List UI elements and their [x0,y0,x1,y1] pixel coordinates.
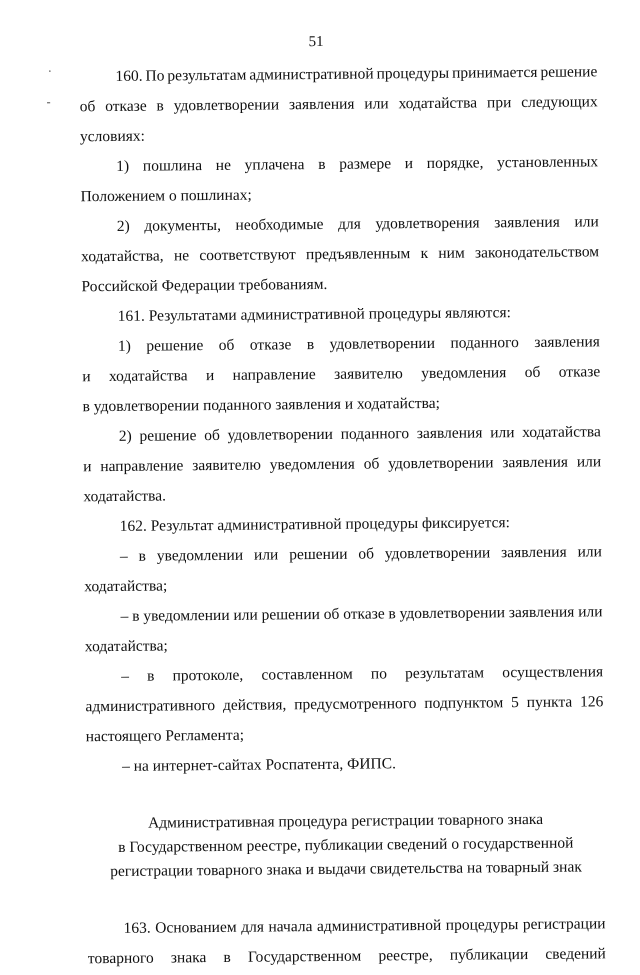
text-line: Российской Федерации требованиям. [81,275,328,296]
spacer [87,879,605,914]
document-body [79,57,606,974]
text-line: и ходатайства и направление заявителю уведомления об отказе [82,363,601,386]
text-line: – на интернет-сайтах Роспатента, ФИПС. [121,755,397,775]
heading-line: регистрации товарного знака и выдачи свидетельства на товарный знак [110,858,582,881]
section-heading [86,807,605,884]
text-line: 162. Результат административной процедуры фиксируется: [119,514,510,535]
text-line: 1) решение об отказе в удовлетворении поданного заявления [117,333,600,355]
text-line: 160. По результатам административной процедуры принимается решение [115,63,598,85]
text-line: – в протоколе, составленном по результатам осуществления [121,663,604,685]
closing-text [87,909,606,974]
text-line: 161. Результатами административной процедуры являются: [117,304,511,325]
text-line: об отказе в удовлетворении заявления или ходатайства при следующих [79,93,598,116]
text-line: – в уведомлении или решении об удовлетворении заявления или [119,543,602,565]
margin-mark: - [46,94,51,109]
page-number: 51 [308,33,324,51]
text-line: Положением о пошлинах; [80,186,252,206]
text-line: 1) пошлина не уплачена в размере и порядке, установленных [116,153,599,175]
text-line: ходатайства; [84,577,168,596]
text-line: ходатайства; [84,637,168,656]
text-line: 2) решение об удовлетворении поданного заявления или ходатайства [118,423,601,445]
text-line: ходатайства, не соответствуют предъявленным к ним законодательством [81,243,600,266]
text-line: в удовлетворении поданного заявления и ходатайства; [82,394,440,416]
text-line: – в уведомлении или решении об отказе в удовлетворении заявления или [120,603,603,625]
text-line: и направление заявителю уведомления об удовлетворении заявления или [83,453,602,476]
text-line: 2) документы, необходимые для удовлетворения заявления или [116,213,599,235]
text-line: ходатайства. [83,487,167,506]
heading-line: в Государственном реестре, публикации сведений о государственной [118,834,574,856]
text-line: административного действия, предусмотренного подпунктом 5 пункта 126 [85,693,604,716]
main-text [79,57,604,782]
text-line: товарного знака в Государственном реестре, публикации сведений [87,945,606,968]
text-line: 163. Основанием для начала административной процедуры регистрации [123,915,606,937]
text-line: настоящего Регламента; [85,726,245,746]
heading-line: Административная процедура регистрации товарного знака [147,810,544,832]
text-line: условиях: [79,127,145,146]
spacer [86,777,604,812]
margin-mark: . [48,60,52,75]
